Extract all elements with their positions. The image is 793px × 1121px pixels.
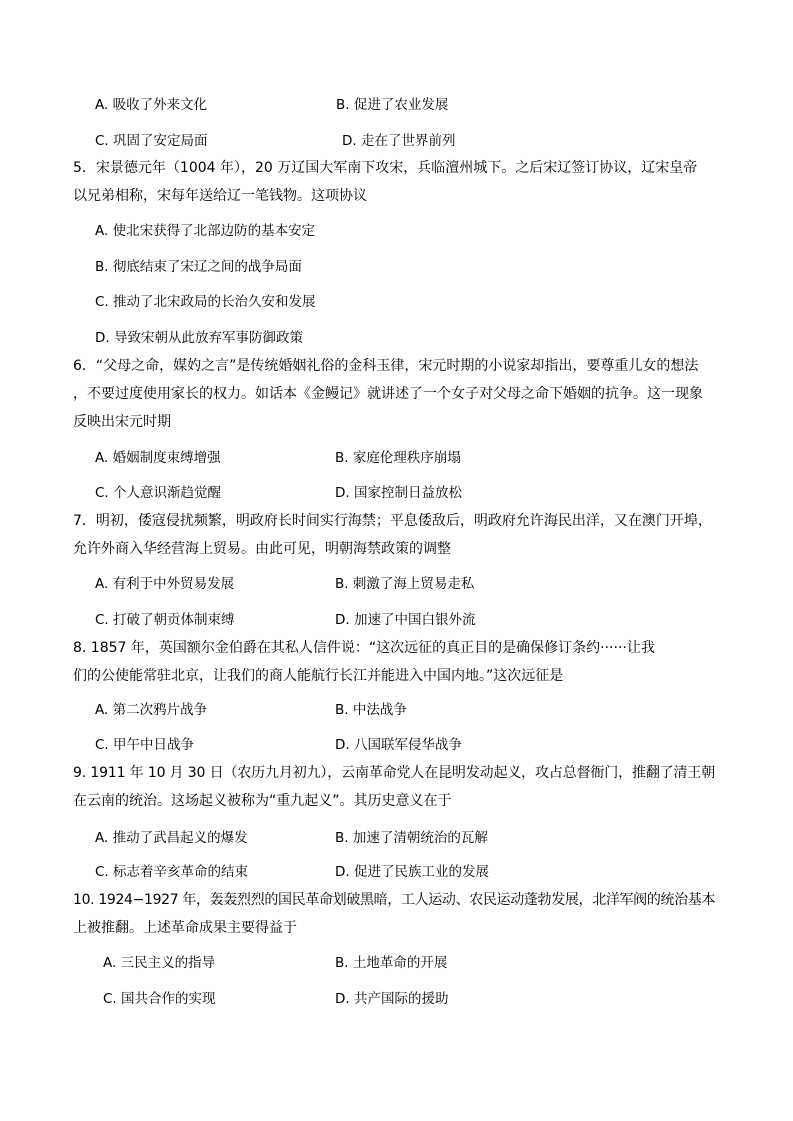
q7-stem-line-1: 7．明初，倭寇侵扰频繁，明政府长时间实行海禁；平息倭敌后，明政府允许海民出洋，又在澳门开埠， <box>73 513 712 529</box>
q5-stem-line-2: 以兄弟相称，宋每年送给辽一笔钱物。这项协议 <box>73 188 367 204</box>
q7-stem-line-2: 允许外商入华经营海上贸易。由此可见，明朝海禁政策的调整 <box>73 541 451 557</box>
q8-option-b: B. 中法战争 <box>335 702 407 718</box>
q8-option-a: A. 第二次鸦片战争 <box>95 702 208 718</box>
q10-option-a: A. 三民主义的指导 <box>103 955 216 971</box>
q9-option-b: B. 加速了清朝统治的瓦解 <box>335 830 488 846</box>
q8-option-c: C. 甲午中日战争 <box>95 737 195 753</box>
q5-option-c: C. 推动了北宋政局的长治久安和发展 <box>95 294 316 310</box>
q6-option-c: C. 个人意识渐趋觉醒 <box>95 485 222 501</box>
q6-stem-line-1: 6．“父母之命，媒妁之言”是传统婚姻礼俗的金科玉律，宋元时期的小说家却指出，要尊重儿女的想法 <box>73 358 699 374</box>
q10-option-b: B. 土地革命的开展 <box>335 955 448 971</box>
q5-stem-line-1: 5．宋景德元年（1004 年），20 万辽国大军南下攻宋，兵临澶州城下。之后宋辽签订协议，辽宋皇帝 <box>73 160 698 176</box>
q10-option-d: D. 共产国际的援助 <box>335 991 449 1007</box>
q6-option-d: D. 国家控制日益放松 <box>335 485 462 501</box>
q6-stem-line-3: 反映出宋元时期 <box>73 414 171 430</box>
q9-stem-line-1: 9. 1911 年 10 月 30 日（农历九月初九），云南革命党人在昆明发动起义，攻占总督衙门，推翻了清王朝 <box>73 765 716 781</box>
q7-option-c: C. 打破了朝贡体制束缚 <box>95 612 235 628</box>
q6-option-b: B. 家庭伦理秩序崩塌 <box>335 450 461 466</box>
q9-stem-line-2: 在云南的统治。这场起义被称为“重九起义”。其历史意义在于 <box>73 793 452 809</box>
q4-option-b: B. 促进了农业发展 <box>336 97 449 113</box>
q6-stem-line-2: ，不要过度使用家长的权力。如话本《金鳗记》就讲述了一个女子对父母之命下婚姻的抗争。这一现象 <box>73 386 703 402</box>
q4-option-a: A. 吸收了外来文化 <box>95 97 208 113</box>
q8-option-d: D. 八国联军侵华战争 <box>335 737 462 753</box>
q5-option-d: D. 导致宋朝从此放弃军事防御政策 <box>95 330 303 346</box>
q5-option-a: A. 使北宋获得了北部边防的基本安定 <box>95 223 316 239</box>
q9-option-a: A. 推动了武昌起义的爆发 <box>95 830 248 846</box>
q8-stem-line-2: 们的公使能常驻北京，让我们的商人能航行长江并能进入中国内地。”这次远征是 <box>73 668 564 684</box>
q9-option-c: C. 标志着辛亥革命的结束 <box>95 864 249 880</box>
q6-option-a: A. 婚姻制度束缚增强 <box>95 450 221 466</box>
q10-stem-line-1: 10. 1924−1927 年，轰轰烈烈的国民革命划破黑暗，工人运动、农民运动蓬勃发展，北洋军阀的统治基本 <box>73 892 716 908</box>
q4-option-d: D. 走在了世界前列 <box>342 133 456 149</box>
q7-option-d: D. 加速了中国白银外流 <box>335 612 476 628</box>
q7-option-b: B. 刺激了海上贸易走私 <box>335 576 475 592</box>
q9-option-d: D. 促进了民族工业的发展 <box>335 864 489 880</box>
q8-stem-line-1: 8. 1857 年，英国额尔金伯爵在其私人信件说：“这次远征的真正目的是确保修订条约······让我 <box>73 640 655 656</box>
q10-option-c: C. 国共合作的实现 <box>103 991 216 1007</box>
q7-option-a: A. 有利于中外贸易发展 <box>95 576 235 592</box>
q4-option-c: C. 巩固了安定局面 <box>95 133 208 149</box>
q5-option-b: B. 彻底结束了宋辽之间的战争局面 <box>95 259 302 275</box>
q10-stem-line-2: 上被推翻。上述革命成果主要得益于 <box>73 920 297 936</box>
